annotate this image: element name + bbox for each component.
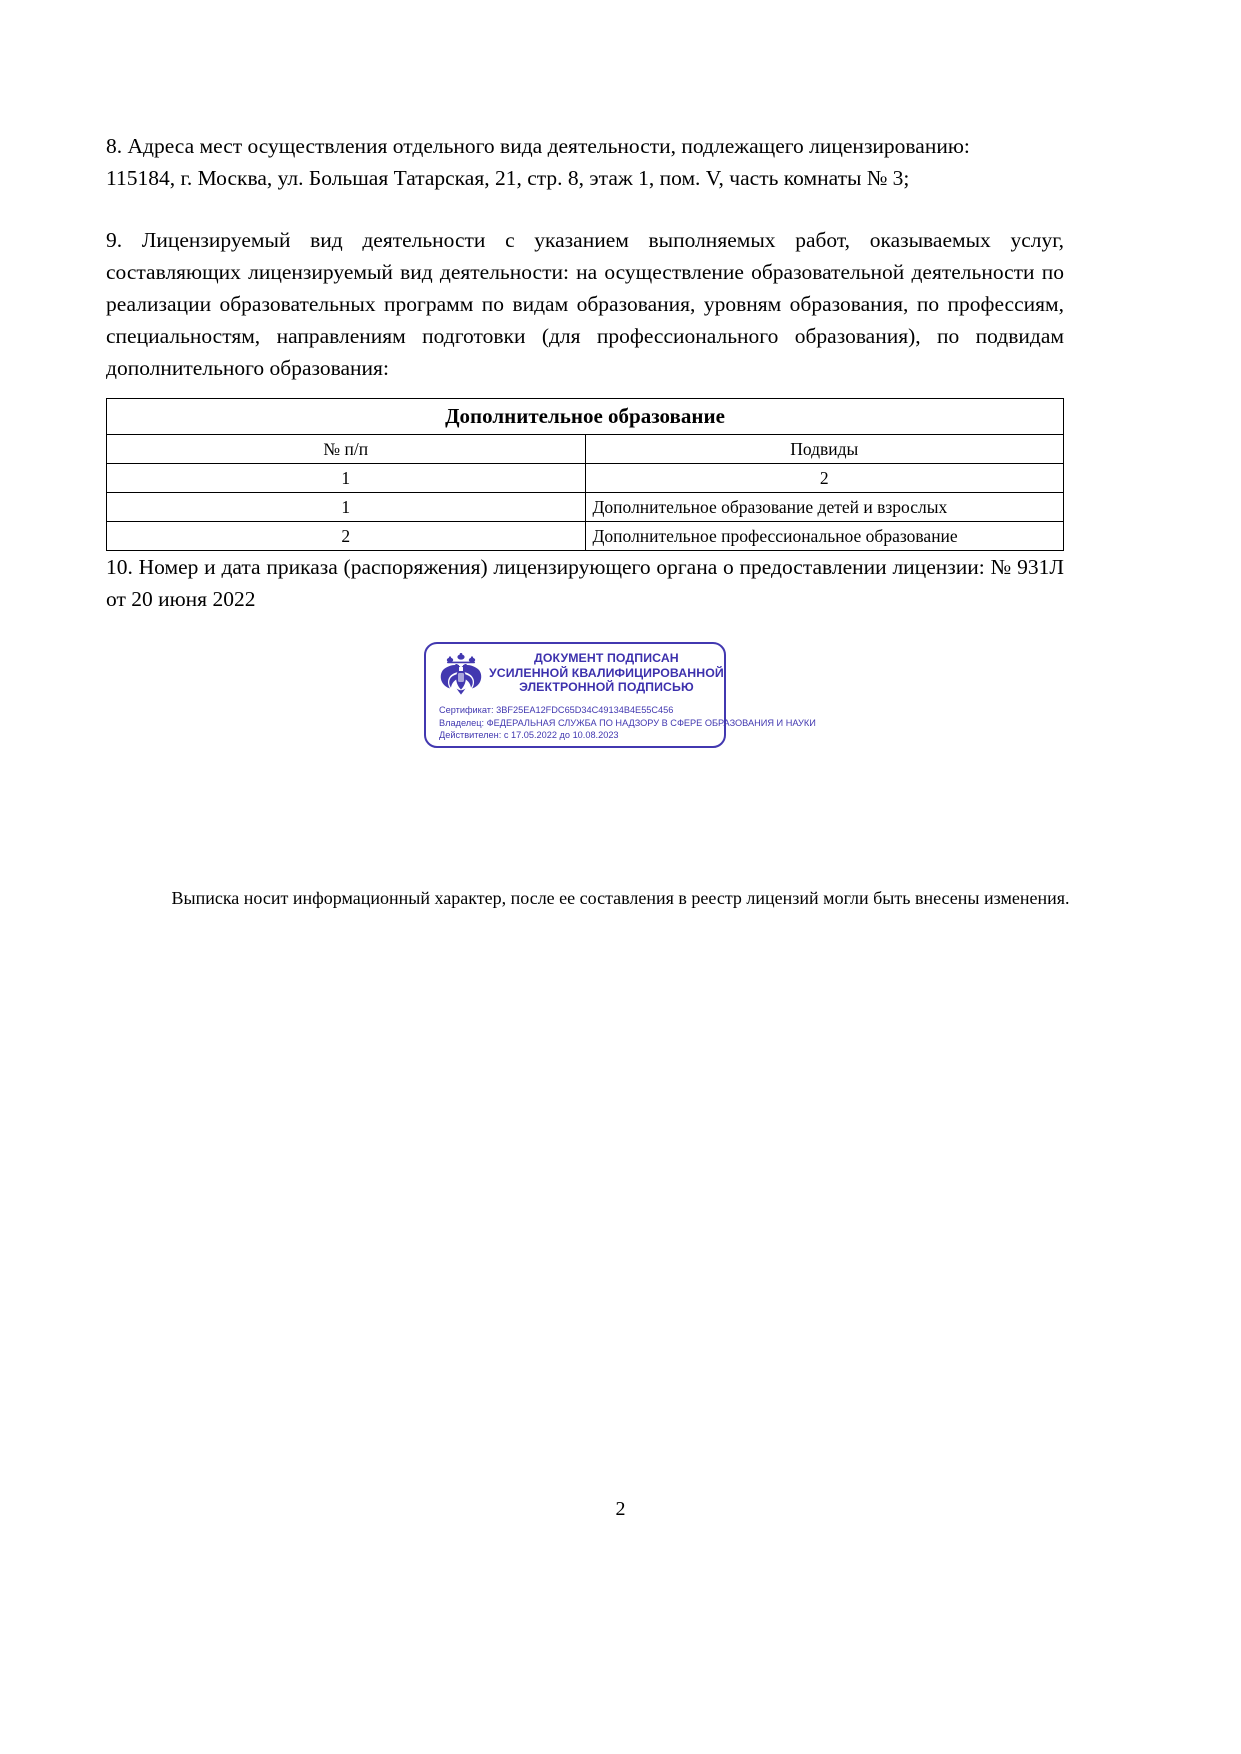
stamp-line-2: УСИЛЕННОЙ КВАЛИФИЦИРОВАННОЙ [489,665,724,680]
row-number: 1 [107,493,586,522]
subtypes-table [106,398,1064,551]
table-row [107,493,1064,522]
table-title: Дополнительное образование [107,399,1064,435]
certificate-value: 3BF25EA12FDC65D34C49134B4E55C456 [496,705,674,716]
stamp-border [424,642,816,748]
column-index-2: 2 [585,464,1064,493]
owner-line [439,717,816,729]
document-body [106,130,1064,615]
validity-value: с 17.05.2022 до 10.08.2023 [503,729,619,740]
table-title-row [107,399,1064,435]
stamp-line-1: ДОКУМЕНТ ПОДПИСАН [534,651,679,665]
column-index-1: 1 [107,464,586,493]
section-9: 9. Лицензируемый вид деятельности с указанием выполняемых работ, оказываемых услуг, составляющих лицензируемый вид деятельности: на осуществление образовательной деятельности по реализации образовательных программ по видам образования, уровням образования, по профессиям, специальностям, направлениям подготовки (для профессионального образования), по подвидам дополнительного образования: [106,228,1064,380]
electronic-signature-stamp [424,642,816,748]
section-8-address: 115184, г. Москва, ул. Большая Татарская, 21, стр. 8, этаж 1, пом. V, часть комнаты № 3; [106,166,910,190]
section-8 [106,130,1064,194]
column-header-number: № п/п [107,435,586,464]
stamp-top [435,651,724,702]
section-10: 10. Номер и дата приказа (распоряжения) лицензирующего органа о предоставлении лицензии: № 931Л от 20 июня 2022 [106,555,1064,611]
stamp-line-3: ЭЛЕКТРОННОЙ ПОДПИСЬЮ [519,680,694,695]
owner-value: ФЕДЕРАЛЬНАЯ СЛУЖБА ПО НАДЗОРУ В СФЕРЕ ОБРАЗОВАНИЯ И НАУКИ [486,717,816,728]
table-header-row [107,435,1064,464]
row-number: 2 [107,522,586,551]
table-row [107,522,1064,551]
stamp-details [435,704,816,741]
validity-label: Действителен: [439,729,502,740]
certificate-line [439,704,715,716]
column-header-subtypes: Подвиды [585,435,1064,464]
spacer [106,194,1064,224]
row-subtype: Дополнительное профессиональное образование [585,522,1064,551]
section-8-heading: 8. Адреса мест осуществления отдельного вида деятельности, подлежащего лицензированию: [106,134,970,158]
owner-label: Владелец: [439,717,485,728]
russian-coat-of-arms-icon [439,652,483,698]
footer-note: Выписка носит информационный характер, после ее составления в реестр лицензий могли быть внесены изменения. [171,888,1070,908]
page-number: 2 [615,1498,626,1520]
stamp-heading [489,651,728,695]
certificate-label: Сертификат: [439,705,494,716]
row-subtype: Дополнительное образование детей и взрослых [585,493,1064,522]
table-column-index-row [107,464,1064,493]
validity-line [439,729,715,741]
